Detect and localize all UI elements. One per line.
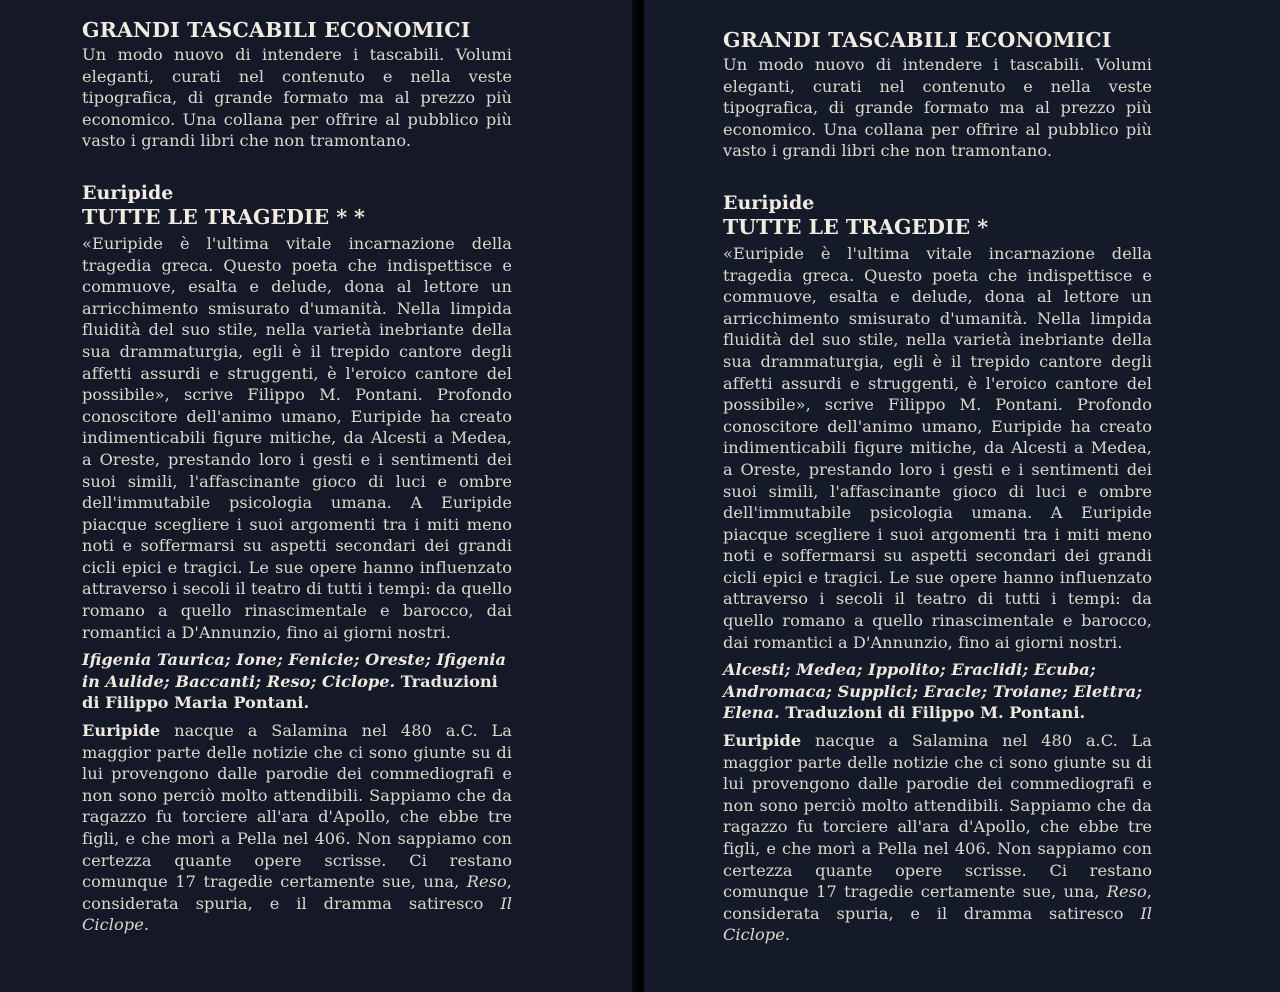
- bio-italic-title: Reso: [1106, 882, 1147, 902]
- bio-text: , considerata spuria, e il dramma satiresco: [723, 882, 1152, 923]
- bio-text: nacque a Salamina nel 480 a.C. La maggior parte delle notizie che ci sono giunte su di lui provengono dalle parodie dei commediografi e non sono perciò molto attendibili. Sappiamo che da ragazzo fu torciere all'ara d'Apollo, che ebbe tre figli, e che morì a Pella nel 406. Non sappiamo con certezza quante opere scrisse. Ci restano comunque 17 tragedie certamente sue, una,: [723, 731, 1152, 902]
- series-title: GRANDI TASCABILI ECONOMICI: [723, 28, 1112, 52]
- bio-name: Euripide: [82, 721, 161, 741]
- contents-titles: Ifigenia Taurica; Ione; Fenicie; Oreste; Ifigenia in Aulide; Baccanti; Reso; Ciclope.: [82, 650, 506, 691]
- bio-italic-title: Reso: [466, 872, 507, 892]
- right-page: [644, 0, 1280, 992]
- bio-text: nacque a Salamina nel 480 a.C. La maggior parte delle notizie che ci sono giunte su di lui provengono dalle parodie dei commediografi e non sono perciò molto attendibili. Sappiamo che da ragazzo fu torciere all'ara d'Apollo, che ebbe tre figli, e che morì a Pella nel 406. Non sappiamo con certezza quante opere scrisse. Ci restano comunque 17 tragedie certamente sue, una,: [82, 721, 512, 892]
- author-name: Euripide: [82, 181, 174, 204]
- author-name: Euripide: [723, 191, 815, 214]
- contents-list: [723, 659, 1152, 724]
- contents-translation: Traduzioni di Filippo Maria Pontani.: [82, 671, 498, 713]
- volume-marker: * *: [336, 204, 365, 229]
- contents-translation: Traduzioni di Filippo M. Pontani.: [779, 703, 1086, 723]
- contents-titles: Alcesti; Medea; Ippolito; Eraclidi; Ecuba; Andromaca; Supplici; Eracle; Troiane; Elettra; Elena.: [723, 660, 1143, 723]
- bio-italic-title: Il Ciclope: [82, 893, 512, 935]
- volume-marker: *: [977, 214, 989, 239]
- bio-text: , considerata spuria, e il dramma satiresco: [82, 872, 512, 913]
- work-description: «Euripide è l'ultima vitale incarnazione della tragedia greca. Questo poeta che indispettisce e commuove, esalta e delude, dona al lettore un arricchimento smisurato d'umanità. Nella limpida fluidità del suo stile, nella varietà inebriante della sua drammaturgia, egli è il trepido cantore degli affetti assurdi e struggenti, è l'eroico cantore del possibile», scrive Filippo M. Pontani. Profondo conoscitore dell'animo umano, Euripide ha creato indimenticabili figure mitiche, da Alcesti a Medea, a Oreste, prestando loro i gesti e i sentimenti dei suoi simili, l'affascinante gioco di luci e ombre dell'immutabile psicologia umana. A Euripide piacque scegliere i suoi argomenti tra i miti meno noti e soffermarsi su aspetti secondari dei grandi cicli epici e tragici. Le sue opere hanno influenzato attraverso i secoli il teatro di tutti i tempi: da quello romano a quello rinascimentale e barocco, dai romantici a D'Annunzio, fino ai giorni nostri.: [723, 243, 1152, 652]
- work-title: [82, 205, 512, 229]
- series-title: GRANDI TASCABILI ECONOMICI: [82, 18, 471, 42]
- left-column: [82, 18, 512, 936]
- bio-name: Euripide: [723, 731, 802, 751]
- work-title-text: TUTTE LE TRAGEDIE: [723, 214, 971, 239]
- left-page: [0, 0, 636, 992]
- bio-text: .: [784, 925, 791, 945]
- series-description: Un modo nuovo di intendere i tascabili. Volumi eleganti, curati nel contenuto e nella veste tipografica, di grande formato ma al prezzo più economico. Una collana per offrire al pubblico più vasto i grandi libri che non tramontano.: [82, 45, 512, 151]
- right-column: [723, 28, 1152, 946]
- bio-text: .: [143, 915, 150, 935]
- work-description: «Euripide è l'ultima vitale incarnazione della tragedia greca. Questo poeta che indispettisce e commuove, esalta e delude, dona al lettore un arricchimento smisurato d'umanità. Nella limpida fluidità del suo stile, nella varietà inebriante della sua drammaturgia, egli è il trepido cantore degli affetti assurdi e struggenti, è l'eroico cantore del possibile», scrive Filippo M. Pontani. Profondo conoscitore dell'animo umano, Euripide ha creato indimenticabili figure mitiche, da Alcesti a Medea, a Oreste, prestando loro i gesti e i sentimenti dei suoi simili, l'affascinante gioco di luci e ombre dell'immutabile psicologia umana. A Euripide piacque scegliere i suoi argomenti tra i miti meno noti e soffermarsi su aspetti secondari dei grandi cicli epici e tragici. Le sue opere hanno influenzato attraverso i secoli il teatro di tutti i tempi: da quello romano a quello rinascimentale e barocco, dai romantici a D'Annunzio, fino ai giorni nostri.: [82, 233, 512, 642]
- bio-italic-title: Il Ciclope: [723, 903, 1152, 945]
- series-description: Un modo nuovo di intendere i tascabili. Volumi eleganti, curati nel contenuto e nella veste tipografica, di grande formato ma al prezzo più economico. Una collana per offrire al pubblico più vasto i grandi libri che non tramontano.: [723, 55, 1152, 161]
- author-biography: [82, 720, 512, 936]
- work-title-text: TUTTE LE TRAGEDIE: [82, 204, 330, 229]
- contents-list: [82, 649, 512, 714]
- author-biography: [723, 730, 1152, 946]
- work-title: [723, 215, 1152, 239]
